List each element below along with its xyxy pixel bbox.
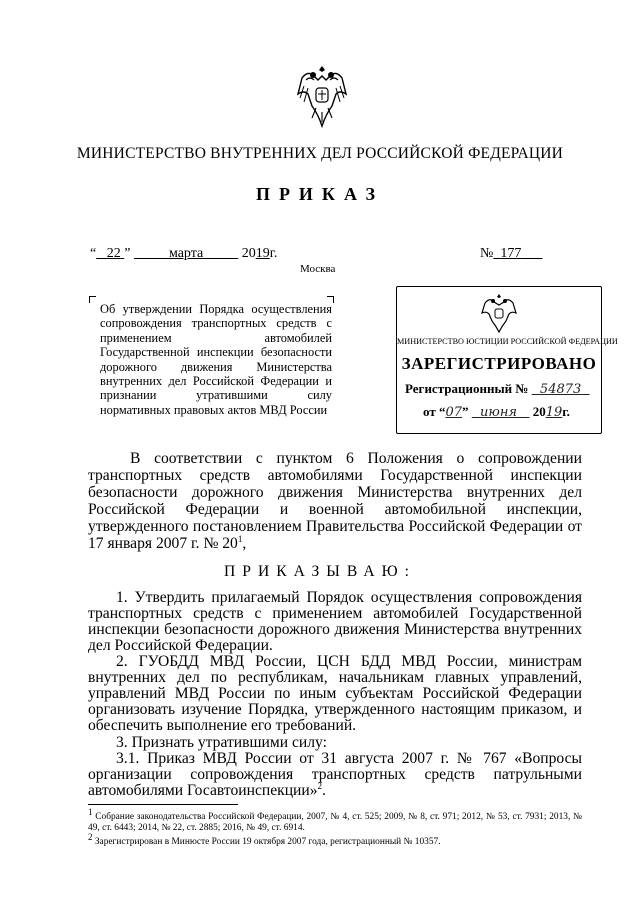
prikazyvayu-heading: ПРИКАЗЫВАЮ:	[224, 563, 416, 580]
stamp-date-mid: ”	[462, 404, 469, 419]
footnote-ref-2: 2	[317, 780, 323, 791]
stamp-registered: ЗАРЕГИСТРИРОВАНО	[401, 354, 597, 373]
stamp-reg-label: Регистрационный №	[405, 381, 529, 396]
subject-corner-left	[89, 296, 96, 303]
order-date	[90, 246, 277, 262]
footnote-separator	[88, 804, 238, 805]
stamp-date-year-prefix: 20	[532, 404, 546, 419]
double-headed-eagle-icon	[296, 64, 348, 130]
footnote-ref-1: 1	[237, 533, 243, 544]
stamp-date-prefix: от “	[423, 404, 446, 419]
date-month: марта	[168, 246, 204, 261]
order-number	[480, 246, 542, 262]
stamp-reg-number-value: 54873	[539, 382, 582, 397]
number-sign: №	[480, 246, 494, 261]
date-close-quote: ”	[124, 246, 131, 261]
footnote-2: $^2$ Зарегистрирован в Минюсте России 19 октября 2007 года, регистрационный № 10357.	[88, 832, 441, 848]
stamp-eagle-icon	[481, 293, 517, 333]
city: Москва	[300, 263, 336, 275]
date-year-prefix: 20	[241, 246, 256, 261]
date-year-unit: г.	[269, 246, 278, 261]
ministry-name: МИНИСТЕРСТВО ВНУТРЕННИХ ДЕЛ РОССИЙСКОЙ ФЕДЕРАЦИИ	[76, 145, 564, 162]
date-day: 22	[106, 246, 121, 261]
stamp-emblem	[481, 293, 517, 333]
stamp-date-day: 07	[445, 405, 463, 420]
stamp-date-year: 19	[545, 405, 563, 420]
coat-of-arms-emblem	[296, 64, 348, 130]
order-subject: Об утверждении Порядка осуществления сопровождения транспортных средств с применением автомобилей Государственной инспекции безопасности дорожного движения Министерства внутренних дел Российской Федерации и признании утратившими силу нормативных правовых актов МВД России	[100, 302, 332, 417]
stamp-registration-number	[405, 381, 590, 397]
number-value: 177	[500, 246, 522, 261]
footnote-1: $^1$ Собрание законодательства Российской Федерации, 2007, № 4, ст. 525; 2009, № 8, ст. 971; 2012, № 53, ст. 7931; 2013, № 49, ст. 6443; 2014, № 22, ст. 2885; 2016, № 49, ст. 6914.	[88, 807, 582, 834]
stamp-date-year-unit: г.	[562, 404, 570, 419]
order-title: ПРИКАЗ	[255, 184, 385, 204]
date-year: 19	[255, 246, 270, 261]
registration-stamp	[396, 286, 618, 434]
item-2: 2. ГУОБДД МВД России, ЦСН БДД МВД России, министрам внутренних дел по республикам, начальникам главных управлений, управлений МВД России по иным субъектам Российской Федерации организовать изучение Порядка, утвержденного настоящим приказом, и обеспечить выполнение его требований.	[88, 653, 582, 734]
item-1: 1. Утвердить прилагаемый Порядок осуществления сопровождения транспортных средств с применением автомобилей Государственной инспекции безопасности дорожного движения Министерства внутренних дел Российской Федерации.	[88, 589, 582, 654]
stamp-date	[423, 404, 570, 420]
stamp-ministry: МИНИСТЕРСТВО ЮСТИЦИИ РОССИЙСКОЙ ФЕДЕРАЦИИ	[397, 337, 618, 346]
preamble: В соответствии с пунктом 6 Положения о сопровождении транспортных средств автомобилями Государственной инспекции безопасности дорожного движения Министерства внутренних дел Российской Федерации и военной автомобильной инспекции, утвержденного постановлением Правительства Российской Федерации от 17 января 2007 г. № $20^1$,	[88, 450, 582, 552]
stamp-date-month: июня	[480, 405, 518, 420]
item-3: 3. Признать утратившими силу:	[116, 734, 327, 751]
date-open-quote: “	[90, 246, 97, 261]
item-3-1: 3.1. Приказ МВД России от 31 августа 2007 г. № 767 «Вопросы организации сопровождения транспортных средств патрульными автомобилями Госавтоинспекции»$^2$.	[88, 750, 582, 799]
